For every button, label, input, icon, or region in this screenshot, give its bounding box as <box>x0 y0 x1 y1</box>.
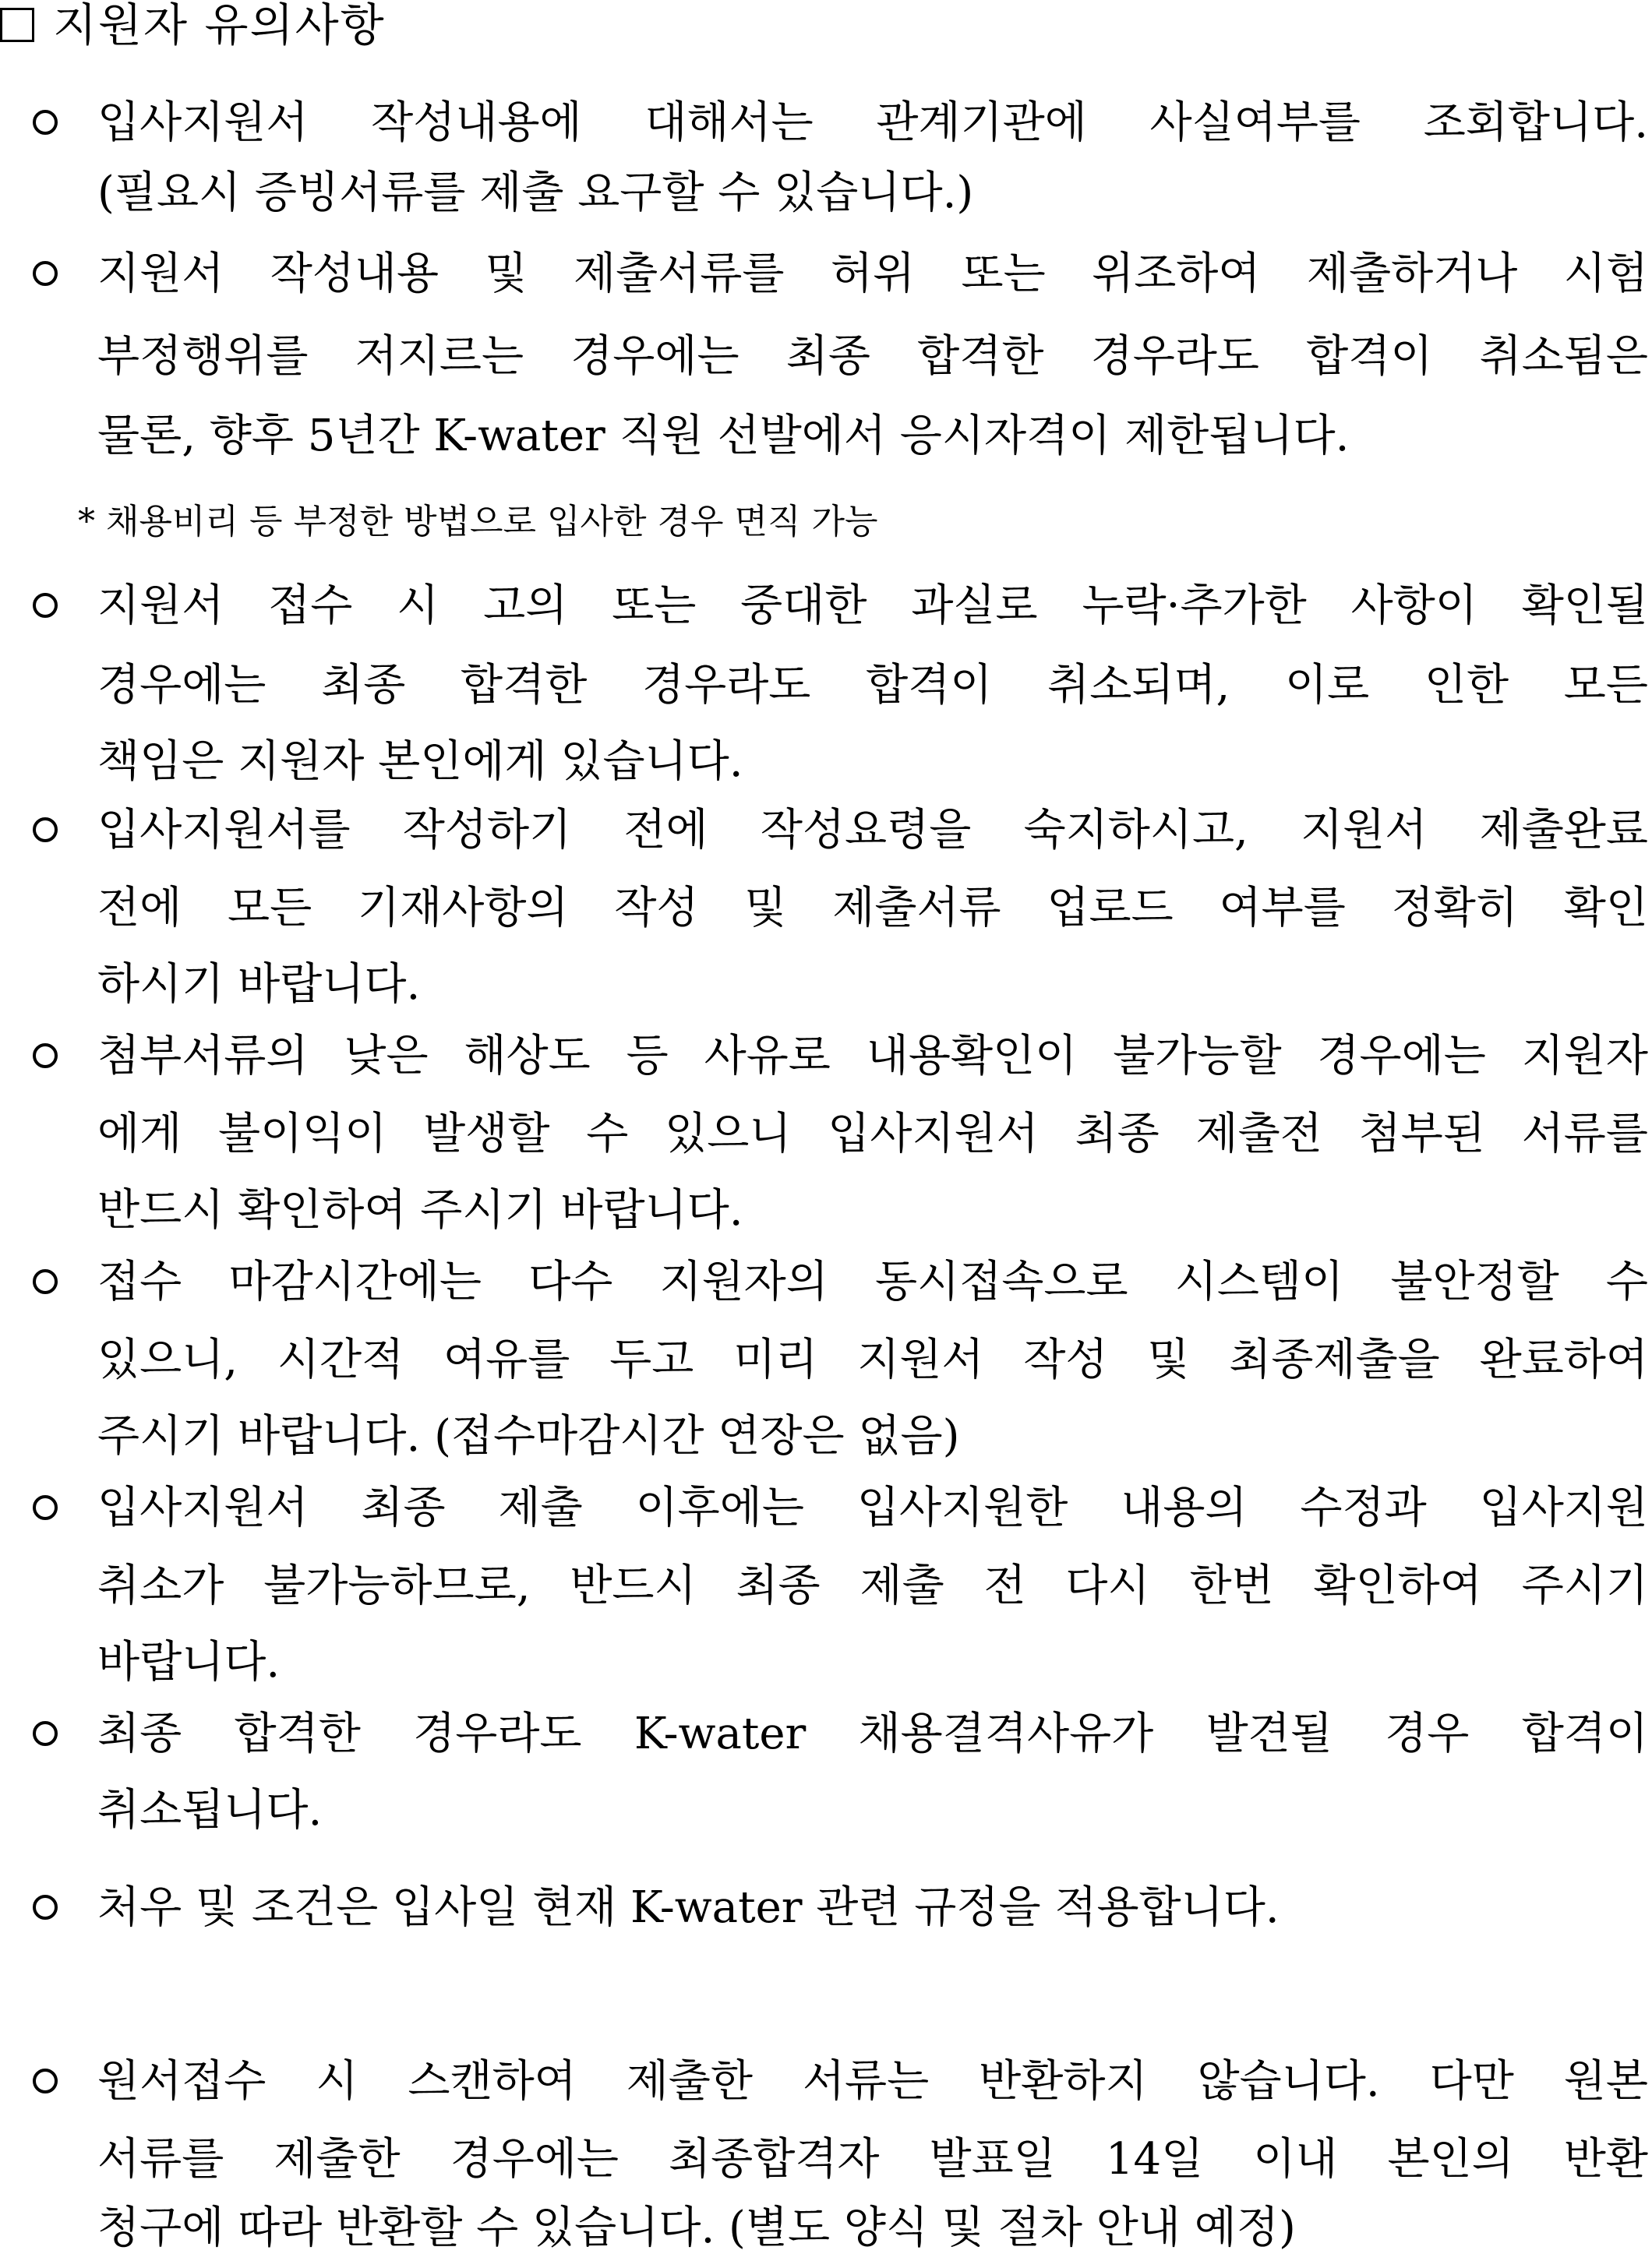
notice-line: 물론, 향후 5년간 K-water 직원 선발에서 응시자격이 제한됩니다. <box>97 411 1350 461</box>
notice-line: 하시기 바랍니다. <box>97 959 421 1010</box>
notice-line: 접수 마감시간에는 다수 지원자의 동시접속으로 시스템이 불안정할 수 <box>97 1257 1648 1307</box>
checkbox-icon <box>0 8 34 42</box>
notice-line: 입사지원서 작성내용에 대해서는 관계기관에 사실여부를 조회합니다. <box>97 97 1648 148</box>
circle-bullet-icon <box>33 1495 58 1520</box>
notice-line: 경우에는 최종 합격한 경우라도 합격이 취소되며, 이로 인한 모든 <box>97 660 1648 711</box>
notice-line: 반드시 확인하여 주시기 바랍니다. <box>97 1185 743 1236</box>
notice-line: 최종 합격한 경우라도 K-water 채용결격사유가 발견될 경우 합격이 <box>97 1709 1648 1759</box>
notice-line: 지원서 작성내용 및 제출서류를 허위 또는 위조하여 제출하거나 시험 <box>97 249 1648 299</box>
section-heading <box>0 0 386 51</box>
circle-bullet-icon <box>33 1269 58 1294</box>
circle-bullet-icon <box>33 110 58 135</box>
notice-line: 주시기 바랍니다. (접수마감시간 연장은 없음) <box>97 1411 960 1462</box>
notice-line: 입사지원서를 작성하기 전에 작성요령을 숙지하시고, 지원서 제출완료 <box>97 805 1648 855</box>
notice-line: 에게 불이익이 발생할 수 있으니 입사지원서 최종 제출전 첨부된 서류를 <box>97 1109 1648 1159</box>
footnote: * 채용비리 등 부정한 방법으로 입사한 경우 면직 가능 <box>78 502 878 541</box>
notice-line: 서류를 제출한 경우에는 최종합격자 발표일 14일 이내 본인의 반환 <box>97 2134 1648 2185</box>
circle-bullet-icon <box>33 1043 58 1068</box>
circle-bullet-icon <box>33 1895 58 1920</box>
notice-line: 취소됩니다. <box>97 1785 323 1836</box>
notice-line: 바랍니다. <box>97 1637 281 1688</box>
notice-line: 첨부서류의 낮은 해상도 등 사유로 내용확인이 불가능할 경우에는 지원자 <box>97 1031 1648 1081</box>
circle-bullet-icon <box>33 593 58 618</box>
notice-line: 처우 및 조건은 입사일 현재 K-water 관련 규정을 적용합니다. <box>97 1882 1280 1933</box>
section-title: 지원자 유의사항 <box>53 0 386 51</box>
notice-line: 있으니, 시간적 여유를 두고 미리 지원서 작성 및 최종제출을 완료하여 <box>97 1335 1648 1385</box>
circle-bullet-icon <box>33 1721 58 1746</box>
notice-line: 취소가 불가능하므로, 반드시 최종 제출 전 다시 한번 확인하여 주시기 <box>97 1561 1648 1611</box>
circle-bullet-icon <box>33 2069 58 2093</box>
notice-line: (필요시 증빙서류를 제출 요구할 수 있습니다.) <box>97 168 974 218</box>
notice-line: 원서접수 시 스캔하여 제출한 서류는 반환하지 않습니다. 다만 원본 <box>97 2056 1648 2107</box>
circle-bullet-icon <box>33 261 58 286</box>
notice-line: 책임은 지원자 본인에게 있습니다. <box>97 736 743 787</box>
notice-line: 지원서 접수 시 고의 또는 중대한 과실로 누락·추가한 사항이 확인될 <box>97 580 1648 631</box>
notice-line: 입사지원서 최종 제출 이후에는 입사지원한 내용의 수정과 입사지원 <box>97 1483 1648 1533</box>
notice-line: 청구에 따라 반환할 수 있습니다. (별도 양식 및 절차 안내 예정) <box>97 2203 1296 2253</box>
notice-line: 전에 모든 기재사항의 작성 및 제출서류 업로드 여부를 정확히 확인 <box>97 883 1648 933</box>
notice-line: 부정행위를 저지르는 경우에는 최종 합격한 경우라도 합격이 취소됨은 <box>97 331 1648 382</box>
circle-bullet-icon <box>33 817 58 842</box>
